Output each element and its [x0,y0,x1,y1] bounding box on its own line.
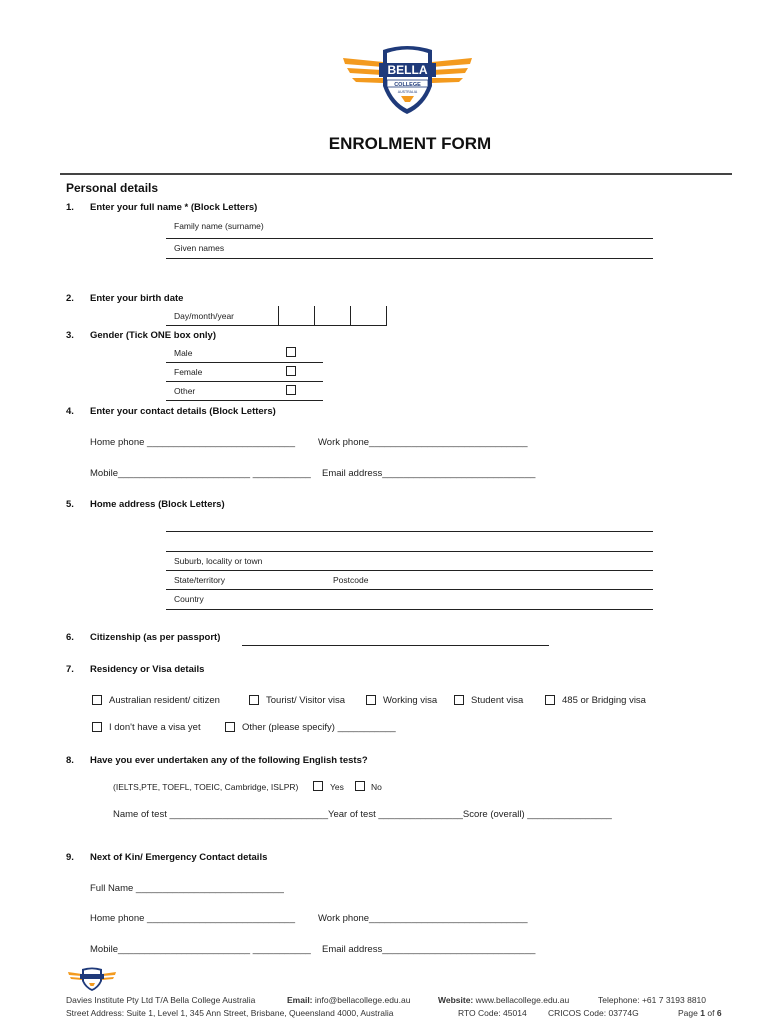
family-name-label: Family name (surname) [174,221,264,231]
kin-home-phone-field[interactable]: Home phone ____________________________ [90,913,295,924]
q2-number: 2. [66,293,74,304]
q7-label: Residency or Visa details [90,664,205,675]
visa-other-label[interactable]: Other (please specify) ___________ [242,722,396,733]
postcode-label: Postcode [333,575,369,585]
given-names-field[interactable] [166,258,653,259]
visa-resident-label: Australian resident/ citizen [109,695,220,706]
gender-other-checkbox[interactable] [286,385,296,395]
test-details-fields[interactable]: Name of test ______________________________Year of test ________________Score (overall) ________________ [113,809,612,820]
page-prefix: Page [678,1008,698,1018]
gender-divider [166,381,323,382]
visa-student-checkbox[interactable] [454,695,464,705]
address-line-2[interactable] [166,551,653,552]
suburb-field[interactable] [166,570,653,571]
page-current: 1 [700,1008,705,1018]
kin-full-name-field[interactable]: Full Name ____________________________ [90,883,284,894]
citizenship-field[interactable] [242,645,549,646]
q8-label: Have you ever undertaken any of the following English tests? [90,755,368,766]
home-phone-field[interactable]: Home phone ____________________________ [90,437,295,448]
college-logo [335,40,480,120]
english-test-yes-checkbox[interactable] [313,781,323,791]
page-title: ENROLMENT FORM [328,134,492,153]
footer-page-number [678,1008,722,1018]
logo-brand: BELLA [387,63,428,77]
visa-485-label: 485 or Bridging visa [562,695,646,706]
english-test-no-label: No [371,782,382,792]
footer-line-1 [66,995,255,1005]
q5-number: 5. [66,499,74,510]
birth-date-field[interactable] [166,325,387,326]
visa-tourist-label: Tourist/ Visitor visa [266,695,346,706]
gender-divider [166,362,323,363]
title-divider [60,173,732,175]
footer-logo [66,966,118,992]
gender-divider [166,400,323,401]
state-label: State/territory [174,575,226,585]
logo-country: AUSTRALIA [397,90,418,94]
country-label: Country [174,594,204,604]
kin-email-field[interactable]: Email address_____________________________ [322,944,536,955]
given-names-label: Given names [174,243,225,253]
gender-male-checkbox[interactable] [286,347,296,357]
page-total: 6 [716,1008,722,1018]
footer-email-block [287,995,410,1005]
q3-number: 3. [66,330,74,341]
footer-email-label: Email: [287,995,313,1005]
q8-number: 8. [66,755,74,766]
date-divider [314,306,315,325]
q2-label: Enter your birth date [90,293,184,304]
q4-label: Enter your contact details (Block Letters) [90,406,276,417]
footer-website-link[interactable]: www.bellacollege.edu.au [475,995,570,1005]
gender-other-label: Other [174,386,196,396]
logo-sub: COLLEGE [394,82,421,88]
footer-rto: RTO Code: 45014 [458,1008,527,1018]
q1-number: 1. [66,202,74,213]
visa-working-checkbox[interactable] [366,695,376,705]
q7-number: 7. [66,664,74,675]
english-test-yes-label: Yes [330,782,344,792]
q6-label: Citizenship (as per passport) [90,632,221,643]
q9-number: 9. [66,852,74,863]
visa-tourist-checkbox[interactable] [249,695,259,705]
date-divider [278,306,279,325]
footer-cricos: CRICOS Code: 03774G [548,1008,639,1018]
q6-number: 6. [66,632,74,643]
section-title: Personal details [66,181,159,195]
footer-email-link[interactable]: info@bellacollege.edu.au [314,995,411,1005]
page-of: of [707,1008,715,1018]
address-line-1[interactable] [166,531,653,532]
q5-label: Home address (Block Letters) [90,499,225,510]
footer-website-label: Website: [438,995,474,1005]
gender-male-label: Male [174,348,193,358]
english-test-no-checkbox[interactable] [355,781,365,791]
visa-resident-checkbox[interactable] [92,695,102,705]
footer-telephone: Telephone: +61 7 3193 8810 [598,995,707,1005]
visa-working-label: Working visa [383,695,438,706]
family-name-field[interactable] [166,238,653,239]
kin-mobile-field[interactable]: Mobile_________________________ ___________ [90,944,311,955]
gender-female-label: Female [174,367,203,377]
date-divider [350,306,351,325]
visa-none-checkbox[interactable] [92,722,102,732]
visa-485-checkbox[interactable] [545,695,555,705]
footer-company: Davies Institute Pty Ltd T/A Bella College Australia [66,995,256,1005]
q9-label: Next of Kin/ Emergency Contact details [90,852,268,863]
footer-website-block [438,995,569,1005]
q4-number: 4. [66,406,74,417]
country-field[interactable] [166,609,653,610]
visa-none-label: I don't have a visa yet [109,722,201,733]
q3-label: Gender (Tick ONE box only) [90,330,216,341]
english-tests-list: (IELTS,PTE, TOEFL, TOEIC, Cambridge, ISLPR) [113,782,299,792]
suburb-label: Suburb, locality or town [174,556,263,566]
date-divider [386,306,387,325]
birth-date-label: Day/month/year [174,311,234,321]
gender-female-checkbox[interactable] [286,366,296,376]
state-postcode-field[interactable] [166,589,653,590]
kin-work-phone-field[interactable]: Work phone______________________________ [318,913,528,924]
visa-other-checkbox[interactable] [225,722,235,732]
work-phone-field[interactable]: Work phone______________________________ [318,437,528,448]
email-field[interactable]: Email address_____________________________ [322,468,536,479]
q1-label: Enter your full name * (Block Letters) [90,202,258,213]
footer-address: Street Address: Suite 1, Level 1, 345 Ann Street, Brisbane, Queensland 4000, Australia [66,1008,394,1018]
mobile-field[interactable]: Mobile_________________________ ___________ [90,468,311,479]
visa-student-label: Student visa [471,695,524,706]
